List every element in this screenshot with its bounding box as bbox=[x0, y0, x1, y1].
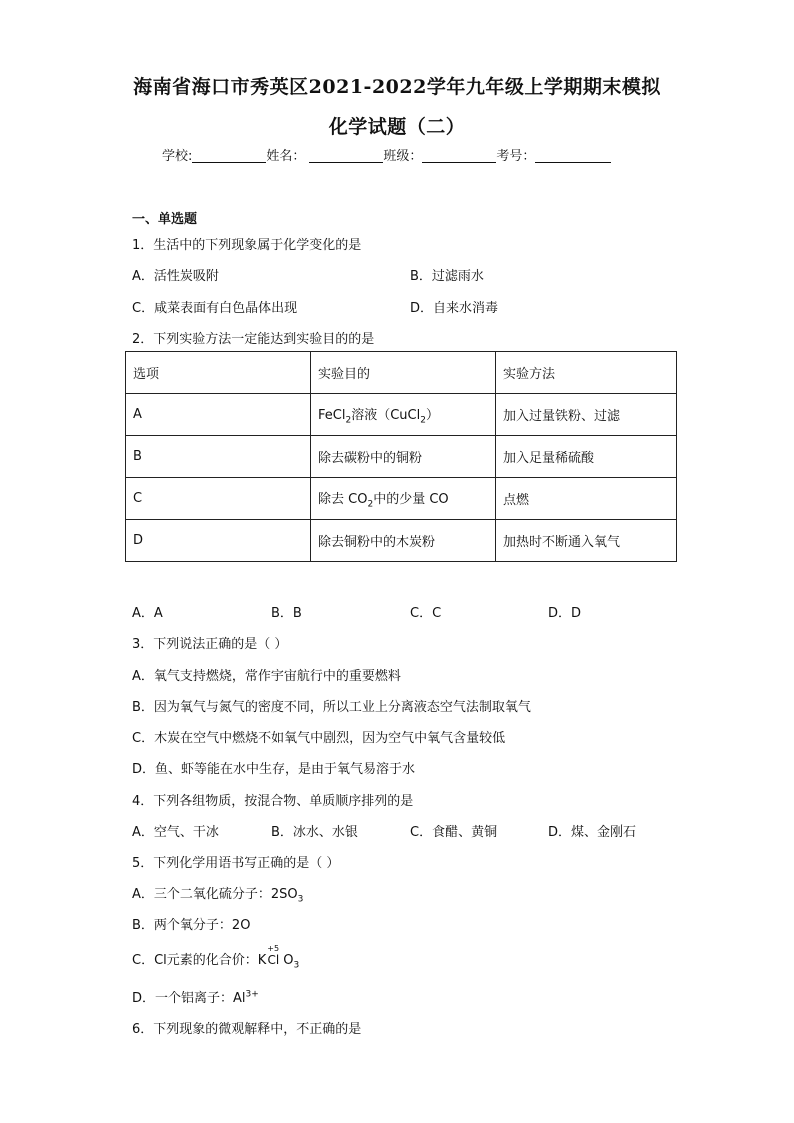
table-cell-option: B bbox=[126, 436, 311, 478]
question-3-option-b: B．因为氧气与氮气的密度不同，所以工业上分离液态空气法制取氧气 bbox=[132, 700, 531, 715]
question-2-option-d: D．D bbox=[548, 606, 582, 621]
paper-subtitle: 化学试题（二） bbox=[328, 116, 466, 138]
question-5-stem: 5．下列化学用语书写正确的是（ ） bbox=[132, 856, 340, 871]
table-row bbox=[126, 478, 677, 520]
name-blank[interactable] bbox=[309, 148, 383, 163]
experiment-table bbox=[125, 351, 677, 562]
question-1-option-b: B．过滤雨水 bbox=[410, 269, 484, 284]
table-header-cell: 实验方法 bbox=[496, 352, 677, 394]
table-cell-option: A bbox=[126, 394, 311, 436]
question-1-stem: 1．生活中的下列现象属于化学变化的是 bbox=[132, 238, 362, 253]
table-cell-option: C bbox=[126, 478, 311, 520]
table-cell-goal: FeCl$_2$溶液（CuCl$_2$） bbox=[311, 394, 496, 436]
question-1-option-d: D．自来水消毒 bbox=[410, 301, 499, 316]
table-cell-goal: 除去铜粉中的木炭粉 bbox=[311, 520, 496, 562]
table-row bbox=[126, 520, 677, 562]
question-2-stem: 2．下列实验方法一定能达到实验目的的是 bbox=[132, 332, 375, 347]
table-cell-method: 点燃 bbox=[496, 478, 677, 520]
question-1-option-c: C．咸菜表面有白色晶体出现 bbox=[132, 301, 298, 316]
question-5-option-b: B．两个氧分子：2O bbox=[132, 918, 251, 933]
table-header-row bbox=[126, 352, 677, 394]
question-1-option-a: A．活性炭吸附 bbox=[132, 269, 219, 284]
question-4-option-a: A．空气、干冰 bbox=[132, 825, 219, 840]
table-header-cell: 实验目的 bbox=[311, 352, 496, 394]
question-4-option-b: B．冰水、水银 bbox=[271, 825, 358, 840]
question-2-option-c: C．C bbox=[410, 606, 442, 621]
table-cell-option: D bbox=[126, 520, 311, 562]
table-cell-method: 加入过量铁粉、过滤 bbox=[496, 394, 677, 436]
section-title: 一、单选题 bbox=[132, 212, 198, 227]
question-2-option-a: A．A bbox=[132, 606, 163, 621]
school-label: 学校: bbox=[162, 149, 193, 164]
table-cell-goal: 除去碳粉中的铜粉 bbox=[311, 436, 496, 478]
school-blank[interactable] bbox=[192, 148, 266, 163]
question-3-option-c: C．木炭在空气中燃烧不如氧气中剧烈，因为空气中氧气含量较低 bbox=[132, 731, 506, 746]
question-4-option-c: C．食醋、黄铜 bbox=[410, 825, 498, 840]
exam-no-blank[interactable] bbox=[535, 148, 611, 163]
table-row bbox=[126, 436, 677, 478]
student-info-line bbox=[162, 145, 611, 164]
question-5-option-c: C．Cl元素的化合价：K +5 Cl $O_3$ bbox=[132, 944, 300, 971]
question-6-stem: 6．下列现象的微观解释中，不正确的是 bbox=[132, 1022, 362, 1037]
table-cell-goal: 除去 $CO_2$中的少量 CO bbox=[311, 478, 496, 520]
table-cell-method: 加入足量稀硫酸 bbox=[496, 436, 677, 478]
name-label: 姓名： bbox=[266, 149, 306, 164]
question-3-option-d: D．鱼、虾等能在水中生存，是由于氧气易溶于水 bbox=[132, 762, 416, 777]
question-5-option-d: D．一个铝离子：$Al^{3+}$ bbox=[132, 989, 259, 1006]
table-header-cell: 选项 bbox=[126, 352, 311, 394]
table-row bbox=[126, 394, 677, 436]
question-3-stem: 3．下列说法正确的是（ ） bbox=[132, 637, 288, 652]
question-4-stem: 4．下列各组物质，按混合物、单质顺序排列的是 bbox=[132, 794, 414, 809]
class-label: 班级： bbox=[383, 149, 423, 164]
question-3-option-a: A．氧气支持燃烧，常作宇宙航行中的重要燃料 bbox=[132, 669, 401, 684]
class-blank[interactable] bbox=[422, 148, 496, 163]
table-cell-method: 加热时不断通入氧气 bbox=[496, 520, 677, 562]
exam-no-label: 考号： bbox=[496, 149, 536, 164]
question-5-option-a: A．三个二氧化硫分子：$2SO_3$ bbox=[132, 887, 304, 905]
question-4-option-d: D．煤、金刚石 bbox=[548, 825, 637, 840]
question-2-option-b: B．B bbox=[271, 606, 302, 621]
paper-title: 海南省海口市秀英区2021-2022学年九年级上学期期末模拟 bbox=[133, 76, 661, 98]
